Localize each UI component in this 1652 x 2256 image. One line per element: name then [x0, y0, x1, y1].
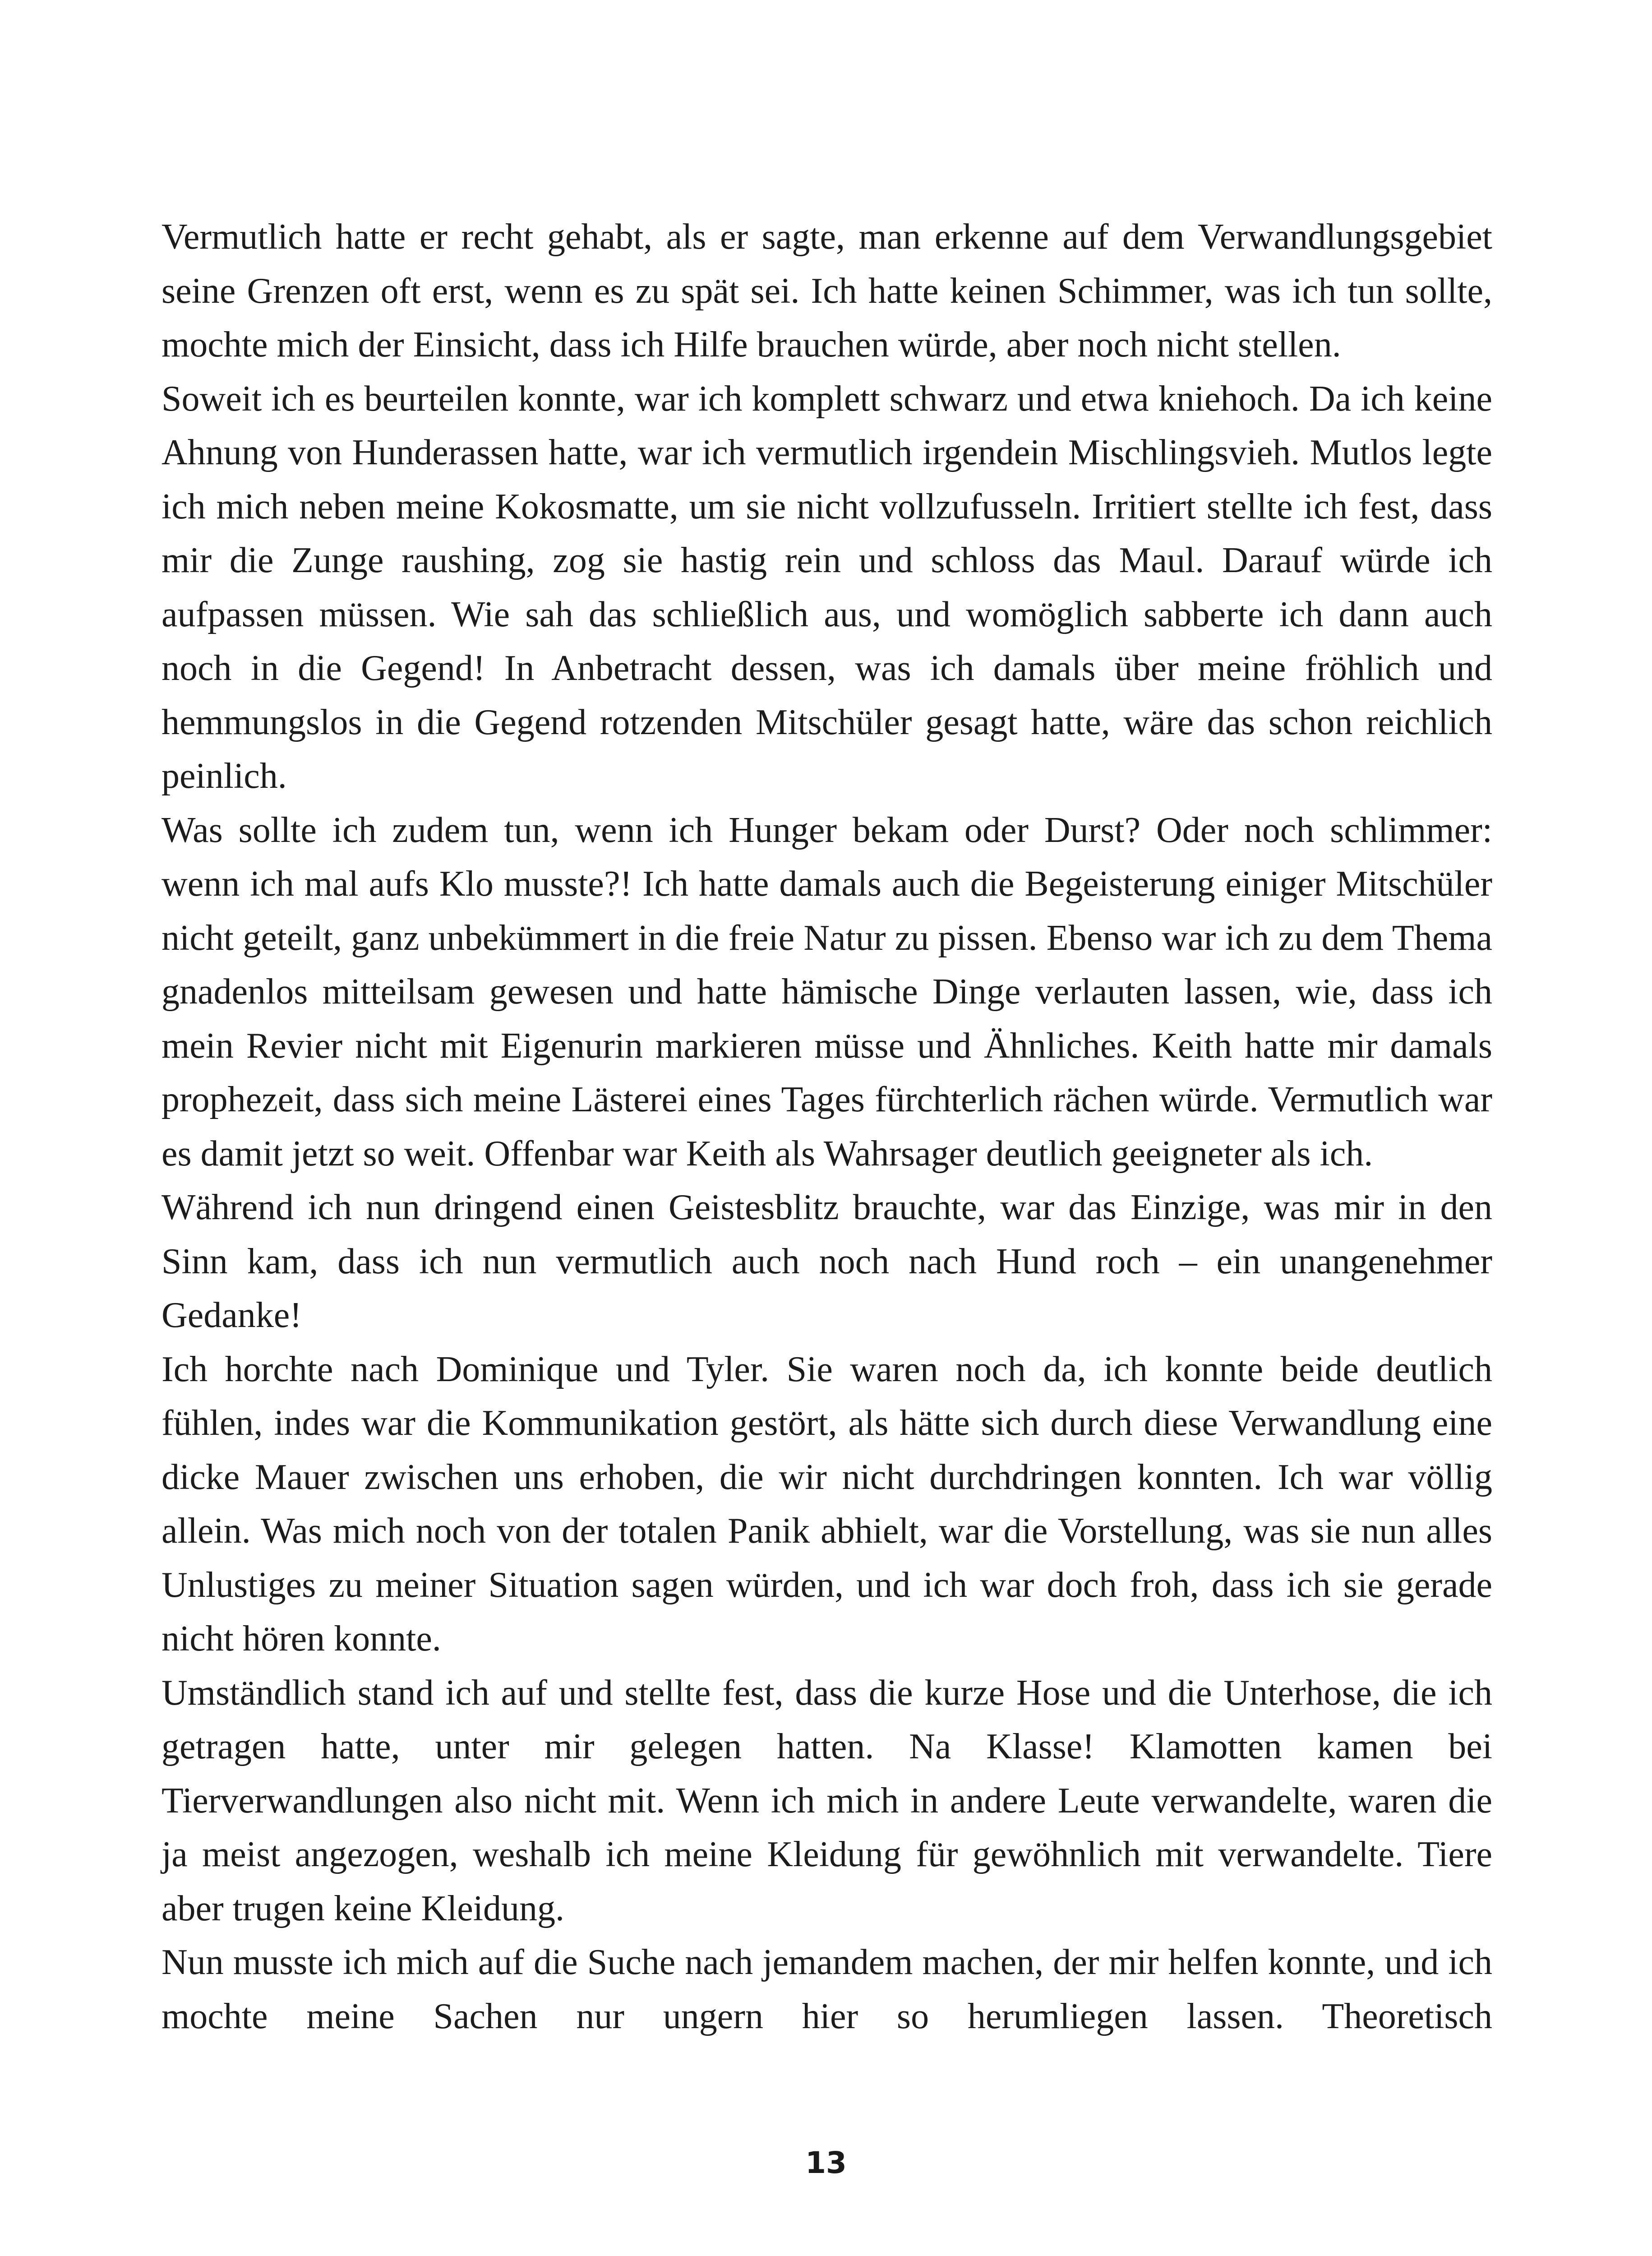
paragraph: Umständlich stand ich auf und stellte fest, dass die kurze Hose und die Unterhose, die ich getragen hatte, unter mir gelegen hatten. Na Klasse! Klamotten kamen bei Tierverwandlungen also nicht mit. Wenn ich mich in andere Leute verwandelte, waren die ja meist angezogen, weshalb ich meine Kleidung für gewöhnlich mit verwandelte. Tiere aber trugen keine Kleidung.	[162, 1673, 1492, 1928]
paragraph: Vermutlich hatte er recht gehabt, als er sagte, man erkenne auf dem Verwandlungsgebiet seine Grenzen oft erst, wenn es zu spät sei. Ich hatte keinen Schimmer, was ich tun sollte, mochte mich der Einsicht, dass ich Hilfe brauchen würde, aber noch nicht stellen.	[162, 217, 1492, 365]
paragraph: Was sollte ich zudem tun, wenn ich Hunger bekam oder Durst? Oder noch schlimmer: wenn ich mal aufs Klo musste?! Ich hatte damals auch die Begeisterung einiger Mitschüler nicht geteilt, ganz unbekümmert in die freie Natur zu pissen. Ebenso war ich zu dem Thema gnadenlos mitteilsam gewesen und hatte hämische Dinge verlauten lassen, wie, dass ich mein Revier nicht mit Eigenurin markieren müsse und Ähnliches. Keith hatte mir damals prophezeit, dass sich meine Lästerei eines Tages fürchterlich rächen würde. Vermutlich war es damit jetzt so weit. Offenbar war Keith als Wahrsager deutlich geeigneter als ich.	[162, 810, 1492, 1174]
paragraph-continued: Nun musste ich mich auf die Suche nach jemandem machen, der mir helfen konnte, und ich mochte meine Sachen nur ungern hier so herumliegen lassen. Theoretisch	[162, 1942, 1492, 2036]
paragraph: Ich horchte nach Dominique und Tyler. Sie waren noch da, ich konnte beide deutlich fühlen, indes war die Kommunikation gestört, als hätte sich durch diese Verwandlung eine dicke Mauer zwischen uns erhoben, die wir nicht durchdringen konnten. Ich war völlig allein. Was mich noch von der totalen Panik abhielt, war die Vorstellung, was sie nun alles Unlustiges zu meiner Situation sagen würden, und ich war doch froh, dass ich sie gerade nicht hören konnte.	[162, 1349, 1492, 1659]
paragraph: Während ich nun dringend einen Geistesblitz brauchte, war das Einzige, was mir in den Sinn kam, dass ich nun vermutlich auch noch nach Hund roch – ein unangenehmer Gedanke!	[162, 1188, 1492, 1335]
page-number: 13	[805, 2145, 847, 2180]
page-body	[162, 210, 1492, 2043]
paragraph: Soweit ich es beurteilen konnte, war ich komplett schwarz und etwa kniehoch. Da ich keine Ahnung von Hunderassen hatte, war ich vermutlich irgendein Mischlingsvieh. Mutlos legte ich mich neben meine Kokosmatte, um sie nicht vollzufusseln. Irritiert stellte ich fest, dass mir die Zunge raushing, zog sie hastig rein und schloss das Maul. Darauf würde ich aufpassen müssen. Wie sah das schließlich aus, und womöglich sabberte ich dann auch noch in die Gegend! In Anbetracht dessen, was ich damals über meine fröhlich und hemmungslos in die Gegend rotzenden Mitschüler gesagt hatte, wäre das schon reichlich peinlich.	[162, 379, 1492, 796]
